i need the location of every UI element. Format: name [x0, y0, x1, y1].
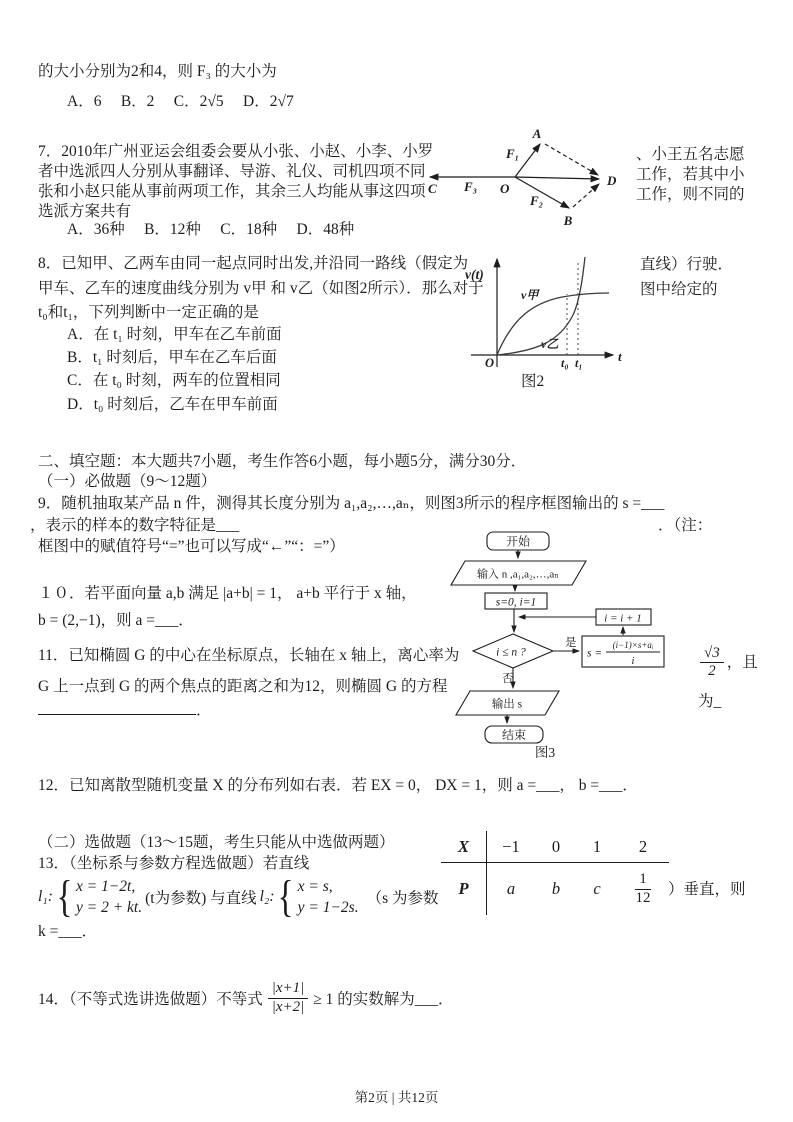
q11-eccentricity [700, 645, 758, 681]
q11-answer-blank [38, 700, 212, 721]
fraction-denominator: 12 [635, 889, 651, 906]
part2-title: （二）选做题（13～15题，考生只能从中选做两题） [38, 834, 395, 851]
l1-label: l₁: [38, 888, 53, 905]
section2-title: 二、填空题：本大题共7小题，考生作答6小题，每小题5分，满分30分． [38, 453, 527, 470]
system2-equations [298, 876, 359, 918]
left-brace: { [278, 872, 294, 921]
fig2-caption: 图2 [521, 373, 545, 389]
q11-line1: 11．已知椭圆 G 的中心在坐标原点，长轴在 x 轴上，离心率为 [38, 647, 460, 664]
point-A-label: A [532, 127, 542, 141]
origin-label: O [485, 356, 495, 370]
yes-label: 是 [565, 637, 577, 649]
y-axis-label: v(t) [465, 267, 484, 282]
q11-line2: G 上一点到 G 的两个焦点的距离之和为12，则椭圆 G 的方程 [38, 678, 448, 695]
q8-right-column [640, 253, 733, 302]
table-p-fraction [617, 863, 669, 915]
equation: x = s, [297, 878, 333, 895]
t0-tick-label: t₀ [561, 356, 569, 370]
q12-line: 12．已知离散型随机变量 X 的分布列如右表．若 EX = 0， DX = 1，则 a =___， b =___． [38, 777, 638, 794]
fig2-droplines [567, 263, 578, 355]
q14-pre-text: 14．（不等式选讲选做题）不等式 [38, 991, 263, 1008]
q7-line: 选派方案共有 [38, 203, 132, 220]
q8-options [67, 323, 282, 416]
table-x-value: 2 [617, 831, 669, 863]
init-label: s=0, i=1 [495, 596, 537, 609]
distribution-table [441, 831, 669, 915]
q8-option: B．t₁ 时刻后，甲车在乙车后面 [67, 349, 277, 367]
fraction-numerator: |x+1| [268, 980, 309, 998]
q13-parametric-systems [38, 870, 439, 924]
fraction-numerator: 1 [635, 871, 651, 889]
q7-line: 者中选派四人分别从事翻译、导游、礼仪、司机四项不同 [38, 163, 426, 180]
q9-note: ．（注： [658, 517, 713, 534]
equation: y = 2 + kt. [75, 899, 143, 916]
table-p-value: c [593, 879, 601, 898]
q6-stem: 的大小分别为2和4，则 F₃ 的大小为 [38, 63, 277, 80]
fig2-velocity-graph [457, 247, 645, 389]
input-label: 输入 n ,a₁,a₂,…,aₙ [476, 568, 560, 581]
table-x-value: −1 [487, 831, 535, 863]
curve-v-jia-label: v甲 [521, 288, 539, 302]
start-label: 开始 [505, 534, 531, 549]
table-p-value: a [506, 879, 516, 898]
fraction-denominator: 2 [708, 663, 716, 680]
q9-line1: 9．随机抽取某产品 n 件，测得其长度分别为 a₁,a₂,…,aₙ，则图3所示的程序框图输出的 s =___ [38, 495, 665, 512]
condition-label: i ≤ n ? [496, 646, 526, 659]
q7-line: 张和小赵只能从事前两项工作，其余三人均能从事这四项 [38, 183, 426, 200]
q8-line: 甲车、乙车的速度曲线分别为 v甲 和 v乙（如图2所示）．那么对于 [38, 279, 484, 297]
q7-right-column [636, 145, 745, 205]
force-F2-label: F₂ [530, 193, 544, 208]
q8-option: C．在 t₀ 时刻，两车的位置相同 [67, 372, 281, 390]
q9-line3: 框图中的赋值符号“=”也可以写成“←”“：=”） [38, 538, 345, 555]
fig3-caption: 图3 [534, 745, 556, 760]
table-p-value: b [551, 879, 561, 898]
q7-line: 7．2010年广州亚运会组委会要从小张、小赵、小李、小罗 [38, 143, 434, 160]
fig3-flowchart [445, 531, 685, 761]
q10-line1: １０．若平面向量 a,b 满足 |a+b| = 1， a+b 平行于 x 轴， [38, 585, 417, 602]
point-O-label: O [500, 181, 510, 196]
point-B-label: B [563, 213, 573, 228]
q8-text [38, 252, 484, 326]
q7-right-line: 工作，则不同的 [636, 186, 745, 203]
equation: x = 1−2t, [75, 878, 136, 895]
table-x-header: X [441, 831, 487, 863]
table-x-value: 1 [577, 831, 617, 863]
x-axis-label: t [618, 349, 622, 364]
q13-line1: 13．（坐标系与参数方程选做题）若直线 [38, 855, 310, 872]
q10-line2: b = (2,−1)，则 a =___． [38, 612, 194, 629]
point-C-label: C [428, 181, 437, 196]
q9-line2: ，表示的样本的数字特征是___ [30, 517, 240, 534]
fraction-numerator: √3 [700, 645, 724, 663]
assign-numerator: (i−1)×s+aᵢ [612, 640, 654, 650]
t1-tick-label: t₁ [575, 356, 583, 370]
system1-equations [76, 876, 142, 918]
q8-right-line: 图中给定的 [640, 280, 718, 298]
abs-value-fraction [268, 980, 309, 1016]
l2-label: l₂: [259, 888, 275, 905]
end-label: 结束 [501, 728, 527, 742]
flowchart-shapes [451, 532, 664, 743]
page-footer: 第2页 | 共12页 [354, 1090, 439, 1105]
q11-frac-tail: ，且 [726, 653, 758, 671]
output-label: 输出 s [491, 698, 523, 711]
equation: y = 1−2s. [297, 899, 359, 916]
part1-title: （一）必做题（9～12题） [38, 473, 217, 490]
curve-v-yi-label: v乙 [541, 337, 559, 351]
fraction-denominator: |x+2| [271, 998, 305, 1015]
q13-tail-text: （s 为参数 [366, 890, 439, 907]
table-p-header: P [441, 863, 487, 915]
assign-denominator: i [631, 656, 635, 667]
q8-option: D．t₀ 时刻后，乙车在甲车前面 [67, 395, 278, 413]
point-D-label: D [607, 173, 617, 188]
q6-options: A．6 B．2 C．2√5 D．2√7 [67, 93, 294, 110]
q7-right-line: 工作，若其中小 [636, 166, 745, 183]
q11-period: ． [196, 702, 212, 719]
left-brace: { [56, 872, 73, 921]
q7-text [38, 142, 433, 222]
q13-k-line: k =___． [38, 923, 98, 940]
q13-right-text: ）垂直，则 [668, 881, 746, 898]
answer-underline [38, 700, 196, 715]
q13-mid-text: (t为参数) 与直线 [145, 890, 257, 907]
force-F3-label: F₃ [464, 179, 478, 194]
increment-label: i = i + 1 [604, 612, 642, 625]
q8-right-line: 直线）行驶． [640, 256, 734, 273]
one-twelfth-fraction [634, 871, 653, 907]
table-x-value: 0 [535, 831, 577, 863]
q11-wei: 为_ [698, 693, 722, 710]
q8-option: A．在 t₁ 时刻，甲车在乙车前面 [67, 326, 282, 343]
q7-right-line: 、小王五名志愿 [636, 146, 745, 163]
q7-options: A．36种 B．12种 C．18种 D．48种 [67, 221, 355, 238]
q8-line: 8．已知甲、乙两车由同一起点同时出发,并沿同一路线（假定为 [38, 255, 469, 272]
q8-line: t₀和t₁，下列判断中一定正确的是 [38, 304, 259, 321]
q14-post-text: ≥ 1 的实数解为___． [313, 991, 454, 1008]
q14-row [38, 970, 454, 1026]
assign-lhs: s = [587, 647, 603, 660]
sqrt3-over-2-fraction [700, 645, 724, 681]
force-F1-label: F₁ [506, 146, 520, 161]
no-label: 否 [502, 673, 514, 685]
vector-force-figure [420, 127, 638, 230]
